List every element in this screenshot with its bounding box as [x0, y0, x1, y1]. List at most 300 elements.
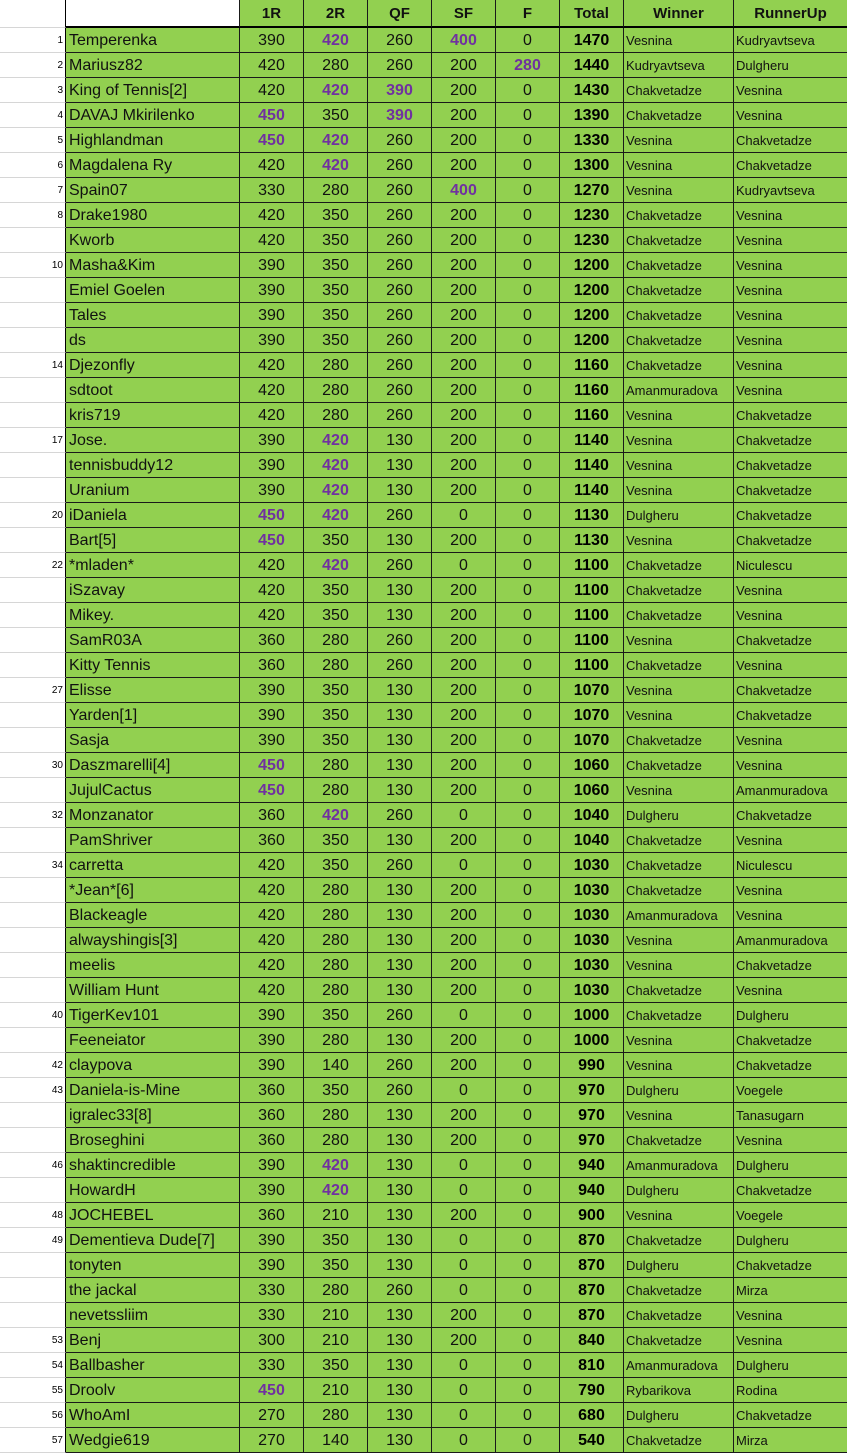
runnerup-pick-cell[interactable]: Voegele — [734, 1078, 847, 1103]
score-qf-cell[interactable]: 260 — [368, 328, 432, 353]
score-1r-cell[interactable]: 420 — [240, 203, 304, 228]
score-1r-cell[interactable]: 390 — [240, 253, 304, 278]
score-sf-cell[interactable]: 200 — [432, 953, 496, 978]
score-2r-cell[interactable]: 350 — [304, 1078, 368, 1103]
score-1r-cell[interactable]: 420 — [240, 403, 304, 428]
player-name-cell[interactable]: Emiel Goelen — [66, 278, 240, 303]
score-f-cell[interactable]: 0 — [496, 853, 560, 878]
runnerup-pick-cell[interactable]: Chakvetadze — [734, 453, 847, 478]
score-qf-cell[interactable]: 260 — [368, 178, 432, 203]
score-qf-cell[interactable]: 260 — [368, 553, 432, 578]
score-1r-cell[interactable]: 270 — [240, 1403, 304, 1428]
header-winner[interactable]: Winner — [624, 0, 734, 28]
score-qf-cell[interactable]: 260 — [368, 378, 432, 403]
total-cell[interactable]: 1470 — [560, 28, 624, 53]
runnerup-pick-cell[interactable]: Chakvetadze — [734, 403, 847, 428]
winner-pick-cell[interactable]: Chakvetadze — [624, 1228, 734, 1253]
score-qf-cell[interactable]: 260 — [368, 1278, 432, 1303]
score-qf-cell[interactable]: 130 — [368, 1228, 432, 1253]
runnerup-pick-cell[interactable]: Niculescu — [734, 853, 847, 878]
header-f[interactable]: F — [496, 0, 560, 28]
player-name-cell[interactable]: iDaniela — [66, 503, 240, 528]
score-sf-cell[interactable]: 0 — [432, 1278, 496, 1303]
score-1r-cell[interactable]: 390 — [240, 328, 304, 353]
score-qf-cell[interactable]: 390 — [368, 78, 432, 103]
score-f-cell[interactable]: 0 — [496, 703, 560, 728]
runnerup-pick-cell[interactable]: Dulgheru — [734, 1003, 847, 1028]
score-f-cell[interactable]: 0 — [496, 1178, 560, 1203]
score-qf-cell[interactable]: 260 — [368, 303, 432, 328]
total-cell[interactable]: 1100 — [560, 653, 624, 678]
score-2r-cell[interactable]: 280 — [304, 378, 368, 403]
score-2r-cell[interactable]: 350 — [304, 728, 368, 753]
total-cell[interactable]: 1030 — [560, 903, 624, 928]
player-name-cell[interactable]: DAVAJ Mkirilenko — [66, 103, 240, 128]
total-cell[interactable]: 1070 — [560, 678, 624, 703]
score-f-cell[interactable]: 280 — [496, 53, 560, 78]
score-1r-cell[interactable]: 330 — [240, 1303, 304, 1328]
winner-pick-cell[interactable]: Vesnina — [624, 1203, 734, 1228]
score-1r-cell[interactable]: 390 — [240, 1228, 304, 1253]
winner-pick-cell[interactable]: Chakvetadze — [624, 203, 734, 228]
winner-pick-cell[interactable]: Vesnina — [624, 428, 734, 453]
player-name-cell[interactable]: sdtoot — [66, 378, 240, 403]
player-name-cell[interactable]: Feeneiator — [66, 1028, 240, 1053]
player-name-cell[interactable]: Uranium — [66, 478, 240, 503]
winner-pick-cell[interactable]: Vesnina — [624, 778, 734, 803]
score-qf-cell[interactable]: 260 — [368, 228, 432, 253]
runnerup-pick-cell[interactable]: Chakvetadze — [734, 628, 847, 653]
runnerup-pick-cell[interactable]: Vesnina — [734, 203, 847, 228]
winner-pick-cell[interactable]: Chakvetadze — [624, 228, 734, 253]
player-name-cell[interactable]: Mariusz82 — [66, 53, 240, 78]
score-f-cell[interactable]: 0 — [496, 1203, 560, 1228]
total-cell[interactable]: 1070 — [560, 728, 624, 753]
total-cell[interactable]: 1040 — [560, 803, 624, 828]
runnerup-pick-cell[interactable]: Kudryavtseva — [734, 28, 847, 53]
score-sf-cell[interactable]: 200 — [432, 53, 496, 78]
player-name-cell[interactable]: meelis — [66, 953, 240, 978]
total-cell[interactable]: 810 — [560, 1353, 624, 1378]
total-cell[interactable]: 1070 — [560, 703, 624, 728]
score-f-cell[interactable]: 0 — [496, 278, 560, 303]
score-qf-cell[interactable]: 130 — [368, 1378, 432, 1403]
score-1r-cell[interactable]: 450 — [240, 103, 304, 128]
winner-pick-cell[interactable]: Vesnina — [624, 703, 734, 728]
score-sf-cell[interactable]: 0 — [432, 1428, 496, 1453]
header-runnerup[interactable]: RunnerUp — [734, 0, 847, 28]
score-qf-cell[interactable]: 260 — [368, 1053, 432, 1078]
runnerup-pick-cell[interactable]: Chakvetadze — [734, 1053, 847, 1078]
score-2r-cell[interactable]: 350 — [304, 1253, 368, 1278]
score-f-cell[interactable]: 0 — [496, 153, 560, 178]
score-1r-cell[interactable]: 390 — [240, 1153, 304, 1178]
score-qf-cell[interactable]: 130 — [368, 1103, 432, 1128]
score-2r-cell[interactable]: 280 — [304, 53, 368, 78]
score-sf-cell[interactable]: 200 — [432, 1203, 496, 1228]
score-qf-cell[interactable]: 260 — [368, 503, 432, 528]
score-sf-cell[interactable]: 200 — [432, 228, 496, 253]
winner-pick-cell[interactable]: Vesnina — [624, 453, 734, 478]
runnerup-pick-cell[interactable]: Rodina — [734, 1378, 847, 1403]
score-1r-cell[interactable]: 420 — [240, 853, 304, 878]
score-f-cell[interactable]: 0 — [496, 478, 560, 503]
score-qf-cell[interactable]: 130 — [368, 603, 432, 628]
score-1r-cell[interactable]: 390 — [240, 278, 304, 303]
runnerup-pick-cell[interactable]: Vesnina — [734, 828, 847, 853]
score-sf-cell[interactable]: 200 — [432, 78, 496, 103]
score-2r-cell[interactable]: 420 — [304, 1153, 368, 1178]
winner-pick-cell[interactable]: Vesnina — [624, 528, 734, 553]
total-cell[interactable]: 1430 — [560, 78, 624, 103]
runnerup-pick-cell[interactable]: Vesnina — [734, 728, 847, 753]
score-f-cell[interactable]: 0 — [496, 1128, 560, 1153]
score-1r-cell[interactable]: 420 — [240, 978, 304, 1003]
corner-cell[interactable] — [0, 0, 66, 28]
score-1r-cell[interactable]: 360 — [240, 803, 304, 828]
runnerup-pick-cell[interactable]: Chakvetadze — [734, 1253, 847, 1278]
total-cell[interactable]: 540 — [560, 1428, 624, 1453]
score-2r-cell[interactable]: 350 — [304, 703, 368, 728]
runnerup-pick-cell[interactable]: Vesnina — [734, 903, 847, 928]
score-1r-cell[interactable]: 390 — [240, 428, 304, 453]
score-2r-cell[interactable]: 420 — [304, 553, 368, 578]
total-cell[interactable]: 1200 — [560, 303, 624, 328]
score-qf-cell[interactable]: 260 — [368, 403, 432, 428]
score-f-cell[interactable]: 0 — [496, 228, 560, 253]
player-name-cell[interactable]: *mladen* — [66, 553, 240, 578]
score-qf-cell[interactable]: 130 — [368, 778, 432, 803]
player-name-cell[interactable]: Dementieva Dude[7] — [66, 1228, 240, 1253]
runnerup-pick-cell[interactable]: Chakvetadze — [734, 703, 847, 728]
score-qf-cell[interactable]: 130 — [368, 828, 432, 853]
score-2r-cell[interactable]: 280 — [304, 953, 368, 978]
score-2r-cell[interactable]: 420 — [304, 1178, 368, 1203]
total-cell[interactable]: 1060 — [560, 753, 624, 778]
score-2r-cell[interactable]: 280 — [304, 653, 368, 678]
winner-pick-cell[interactable]: Chakvetadze — [624, 278, 734, 303]
score-2r-cell[interactable]: 350 — [304, 303, 368, 328]
score-2r-cell[interactable]: 280 — [304, 1403, 368, 1428]
score-qf-cell[interactable]: 260 — [368, 853, 432, 878]
player-name-cell[interactable]: Monzanator — [66, 803, 240, 828]
runnerup-pick-cell[interactable]: Vesnina — [734, 1303, 847, 1328]
score-2r-cell[interactable]: 350 — [304, 328, 368, 353]
score-qf-cell[interactable]: 130 — [368, 903, 432, 928]
player-name-cell[interactable]: Droolv — [66, 1378, 240, 1403]
score-qf-cell[interactable]: 130 — [368, 1153, 432, 1178]
winner-pick-cell[interactable]: Vesnina — [624, 128, 734, 153]
total-cell[interactable]: 1160 — [560, 353, 624, 378]
score-sf-cell[interactable]: 200 — [432, 278, 496, 303]
total-cell[interactable]: 1100 — [560, 603, 624, 628]
score-2r-cell[interactable]: 350 — [304, 603, 368, 628]
score-f-cell[interactable]: 0 — [496, 1353, 560, 1378]
winner-pick-cell[interactable]: Vesnina — [624, 28, 734, 53]
score-1r-cell[interactable]: 360 — [240, 828, 304, 853]
score-sf-cell[interactable]: 200 — [432, 703, 496, 728]
score-2r-cell[interactable]: 280 — [304, 628, 368, 653]
score-sf-cell[interactable]: 200 — [432, 378, 496, 403]
player-name-cell[interactable]: Djezonfly — [66, 353, 240, 378]
score-2r-cell[interactable]: 350 — [304, 278, 368, 303]
score-f-cell[interactable]: 0 — [496, 953, 560, 978]
player-name-cell[interactable]: tennisbuddy12 — [66, 453, 240, 478]
score-1r-cell[interactable]: 360 — [240, 1103, 304, 1128]
winner-pick-cell[interactable]: Chakvetadze — [624, 1128, 734, 1153]
total-cell[interactable]: 940 — [560, 1153, 624, 1178]
score-2r-cell[interactable]: 420 — [304, 428, 368, 453]
total-cell[interactable]: 1030 — [560, 928, 624, 953]
score-1r-cell[interactable]: 420 — [240, 878, 304, 903]
score-qf-cell[interactable]: 130 — [368, 1028, 432, 1053]
score-2r-cell[interactable]: 420 — [304, 128, 368, 153]
score-2r-cell[interactable]: 210 — [304, 1203, 368, 1228]
winner-pick-cell[interactable]: Chakvetadze — [624, 78, 734, 103]
score-1r-cell[interactable]: 300 — [240, 1328, 304, 1353]
score-f-cell[interactable]: 0 — [496, 103, 560, 128]
score-sf-cell[interactable]: 0 — [432, 1178, 496, 1203]
player-name-cell[interactable]: Benj — [66, 1328, 240, 1353]
winner-pick-cell[interactable]: Chakvetadze — [624, 328, 734, 353]
player-name-cell[interactable]: alwayshingis[3] — [66, 928, 240, 953]
score-2r-cell[interactable]: 420 — [304, 78, 368, 103]
score-f-cell[interactable]: 0 — [496, 28, 560, 53]
score-sf-cell[interactable]: 200 — [432, 678, 496, 703]
player-name-cell[interactable]: Broseghini — [66, 1128, 240, 1153]
player-name-cell[interactable]: Daszmarelli[4] — [66, 753, 240, 778]
total-cell[interactable]: 1030 — [560, 853, 624, 878]
score-qf-cell[interactable]: 130 — [368, 528, 432, 553]
score-f-cell[interactable]: 0 — [496, 353, 560, 378]
score-sf-cell[interactable]: 200 — [432, 353, 496, 378]
score-f-cell[interactable]: 0 — [496, 928, 560, 953]
score-f-cell[interactable]: 0 — [496, 428, 560, 453]
score-1r-cell[interactable]: 420 — [240, 603, 304, 628]
player-name-cell[interactable]: tonyten — [66, 1253, 240, 1278]
score-qf-cell[interactable]: 260 — [368, 653, 432, 678]
score-f-cell[interactable]: 0 — [496, 1303, 560, 1328]
score-qf-cell[interactable]: 260 — [368, 1078, 432, 1103]
player-name-cell[interactable]: Masha&Kim — [66, 253, 240, 278]
score-f-cell[interactable]: 0 — [496, 753, 560, 778]
player-name-cell[interactable]: Wedgie619 — [66, 1428, 240, 1453]
score-sf-cell[interactable]: 0 — [432, 1403, 496, 1428]
winner-pick-cell[interactable]: Dulgheru — [624, 803, 734, 828]
total-cell[interactable]: 1160 — [560, 403, 624, 428]
score-1r-cell[interactable]: 390 — [240, 1028, 304, 1053]
winner-pick-cell[interactable]: Dulgheru — [624, 1178, 734, 1203]
winner-pick-cell[interactable]: Amanmuradova — [624, 1153, 734, 1178]
winner-pick-cell[interactable]: Dulgheru — [624, 1403, 734, 1428]
runnerup-pick-cell[interactable]: Vesnina — [734, 303, 847, 328]
winner-pick-cell[interactable]: Vesnina — [624, 478, 734, 503]
score-qf-cell[interactable]: 260 — [368, 353, 432, 378]
player-name-cell[interactable]: iSzavay — [66, 578, 240, 603]
player-name-cell[interactable]: Kitty Tennis — [66, 653, 240, 678]
total-cell[interactable]: 1060 — [560, 778, 624, 803]
score-2r-cell[interactable]: 280 — [304, 1028, 368, 1053]
score-sf-cell[interactable]: 200 — [432, 153, 496, 178]
score-1r-cell[interactable]: 420 — [240, 578, 304, 603]
score-f-cell[interactable]: 0 — [496, 628, 560, 653]
runnerup-pick-cell[interactable]: Dulgheru — [734, 1153, 847, 1178]
winner-pick-cell[interactable]: Amanmuradova — [624, 1353, 734, 1378]
winner-pick-cell[interactable]: Dulgheru — [624, 1078, 734, 1103]
runnerup-pick-cell[interactable]: Chakvetadze — [734, 803, 847, 828]
score-qf-cell[interactable]: 130 — [368, 703, 432, 728]
player-name-cell[interactable]: Spain07 — [66, 178, 240, 203]
runnerup-pick-cell[interactable]: Dulgheru — [734, 53, 847, 78]
score-qf-cell[interactable]: 260 — [368, 278, 432, 303]
total-cell[interactable]: 1160 — [560, 378, 624, 403]
total-cell[interactable]: 790 — [560, 1378, 624, 1403]
score-sf-cell[interactable]: 200 — [432, 978, 496, 1003]
runnerup-pick-cell[interactable]: Chakvetadze — [734, 1028, 847, 1053]
score-sf-cell[interactable]: 200 — [432, 303, 496, 328]
player-name-cell[interactable]: Yarden[1] — [66, 703, 240, 728]
total-cell[interactable]: 900 — [560, 1203, 624, 1228]
score-qf-cell[interactable]: 130 — [368, 728, 432, 753]
runnerup-pick-cell[interactable]: Vesnina — [734, 328, 847, 353]
score-qf-cell[interactable]: 130 — [368, 1353, 432, 1378]
winner-pick-cell[interactable]: Chakvetadze — [624, 978, 734, 1003]
score-sf-cell[interactable]: 0 — [432, 1153, 496, 1178]
total-cell[interactable]: 1040 — [560, 828, 624, 853]
score-2r-cell[interactable]: 350 — [304, 103, 368, 128]
score-2r-cell[interactable]: 280 — [304, 778, 368, 803]
winner-pick-cell[interactable]: Vesnina — [624, 1053, 734, 1078]
score-qf-cell[interactable]: 130 — [368, 1428, 432, 1453]
player-name-cell[interactable]: nevetssliim — [66, 1303, 240, 1328]
total-cell[interactable]: 1390 — [560, 103, 624, 128]
player-name-cell[interactable]: the jackal — [66, 1278, 240, 1303]
score-1r-cell[interactable]: 420 — [240, 903, 304, 928]
score-1r-cell[interactable]: 420 — [240, 353, 304, 378]
score-qf-cell[interactable]: 260 — [368, 628, 432, 653]
score-2r-cell[interactable]: 420 — [304, 453, 368, 478]
score-2r-cell[interactable]: 420 — [304, 28, 368, 53]
winner-pick-cell[interactable]: Chakvetadze — [624, 303, 734, 328]
score-sf-cell[interactable]: 200 — [432, 628, 496, 653]
player-name-cell[interactable]: King of Tennis[2] — [66, 78, 240, 103]
total-cell[interactable]: 1330 — [560, 128, 624, 153]
runnerup-pick-cell[interactable]: Chakvetadze — [734, 503, 847, 528]
score-qf-cell[interactable]: 260 — [368, 128, 432, 153]
total-cell[interactable]: 1000 — [560, 1003, 624, 1028]
header-2r[interactable]: 2R — [304, 0, 368, 28]
score-sf-cell[interactable]: 200 — [432, 728, 496, 753]
score-2r-cell[interactable]: 280 — [304, 403, 368, 428]
runnerup-pick-cell[interactable]: Niculescu — [734, 553, 847, 578]
winner-pick-cell[interactable]: Dulgheru — [624, 503, 734, 528]
total-cell[interactable]: 1030 — [560, 978, 624, 1003]
total-cell[interactable]: 1140 — [560, 478, 624, 503]
total-cell[interactable]: 1200 — [560, 253, 624, 278]
score-1r-cell[interactable]: 390 — [240, 1178, 304, 1203]
score-sf-cell[interactable]: 0 — [432, 1253, 496, 1278]
winner-pick-cell[interactable]: Chakvetadze — [624, 878, 734, 903]
score-qf-cell[interactable]: 130 — [368, 953, 432, 978]
total-cell[interactable]: 1130 — [560, 528, 624, 553]
score-1r-cell[interactable]: 390 — [240, 478, 304, 503]
score-sf-cell[interactable]: 200 — [432, 103, 496, 128]
score-2r-cell[interactable]: 350 — [304, 1353, 368, 1378]
score-1r-cell[interactable]: 360 — [240, 653, 304, 678]
score-sf-cell[interactable]: 200 — [432, 128, 496, 153]
score-qf-cell[interactable]: 260 — [368, 153, 432, 178]
winner-pick-cell[interactable]: Vesnina — [624, 678, 734, 703]
score-1r-cell[interactable]: 420 — [240, 78, 304, 103]
runnerup-pick-cell[interactable]: Amanmuradova — [734, 928, 847, 953]
score-f-cell[interactable]: 0 — [496, 1278, 560, 1303]
player-name-cell[interactable]: Mikey. — [66, 603, 240, 628]
score-sf-cell[interactable]: 200 — [432, 1303, 496, 1328]
total-cell[interactable]: 1130 — [560, 503, 624, 528]
runnerup-pick-cell[interactable]: Chakvetadze — [734, 153, 847, 178]
score-qf-cell[interactable]: 130 — [368, 978, 432, 1003]
runnerup-pick-cell[interactable]: Vesnina — [734, 878, 847, 903]
player-name-cell[interactable]: Magdalena Ry — [66, 153, 240, 178]
score-f-cell[interactable]: 0 — [496, 578, 560, 603]
player-name-cell[interactable]: Blackeagle — [66, 903, 240, 928]
winner-pick-cell[interactable]: Vesnina — [624, 1028, 734, 1053]
score-sf-cell[interactable]: 200 — [432, 253, 496, 278]
score-1r-cell[interactable]: 420 — [240, 228, 304, 253]
runnerup-pick-cell[interactable]: Dulgheru — [734, 1228, 847, 1253]
winner-pick-cell[interactable]: Chakvetadze — [624, 653, 734, 678]
total-cell[interactable]: 1140 — [560, 453, 624, 478]
runnerup-pick-cell[interactable]: Vesnina — [734, 603, 847, 628]
winner-pick-cell[interactable]: Vesnina — [624, 178, 734, 203]
score-qf-cell[interactable]: 260 — [368, 203, 432, 228]
score-qf-cell[interactable]: 130 — [368, 1253, 432, 1278]
score-sf-cell[interactable]: 200 — [432, 328, 496, 353]
score-f-cell[interactable]: 0 — [496, 1028, 560, 1053]
score-f-cell[interactable]: 0 — [496, 1053, 560, 1078]
player-name-cell[interactable]: Highlandman — [66, 128, 240, 153]
winner-pick-cell[interactable]: Vesnina — [624, 628, 734, 653]
player-name-cell[interactable]: Jose. — [66, 428, 240, 453]
score-sf-cell[interactable]: 200 — [432, 778, 496, 803]
score-sf-cell[interactable]: 200 — [432, 403, 496, 428]
score-2r-cell[interactable]: 280 — [304, 903, 368, 928]
score-qf-cell[interactable]: 130 — [368, 1303, 432, 1328]
score-1r-cell[interactable]: 450 — [240, 503, 304, 528]
score-f-cell[interactable]: 0 — [496, 303, 560, 328]
winner-pick-cell[interactable]: Amanmuradova — [624, 903, 734, 928]
score-sf-cell[interactable]: 200 — [432, 828, 496, 853]
score-sf-cell[interactable]: 200 — [432, 1128, 496, 1153]
score-f-cell[interactable]: 0 — [496, 403, 560, 428]
total-cell[interactable]: 1440 — [560, 53, 624, 78]
score-f-cell[interactable]: 0 — [496, 778, 560, 803]
score-2r-cell[interactable]: 210 — [304, 1303, 368, 1328]
total-cell[interactable]: 1100 — [560, 578, 624, 603]
score-f-cell[interactable]: 0 — [496, 78, 560, 103]
score-qf-cell[interactable]: 260 — [368, 28, 432, 53]
player-name-cell[interactable]: Kworb — [66, 228, 240, 253]
score-sf-cell[interactable]: 200 — [432, 653, 496, 678]
winner-pick-cell[interactable]: Chakvetadze — [624, 103, 734, 128]
total-cell[interactable]: 1230 — [560, 228, 624, 253]
score-1r-cell[interactable]: 390 — [240, 728, 304, 753]
score-2r-cell[interactable]: 280 — [304, 1278, 368, 1303]
player-name-cell[interactable]: Temperenka — [66, 28, 240, 53]
player-name-cell[interactable]: JujulCactus — [66, 778, 240, 803]
score-1r-cell[interactable]: 450 — [240, 528, 304, 553]
score-sf-cell[interactable]: 0 — [432, 1078, 496, 1103]
